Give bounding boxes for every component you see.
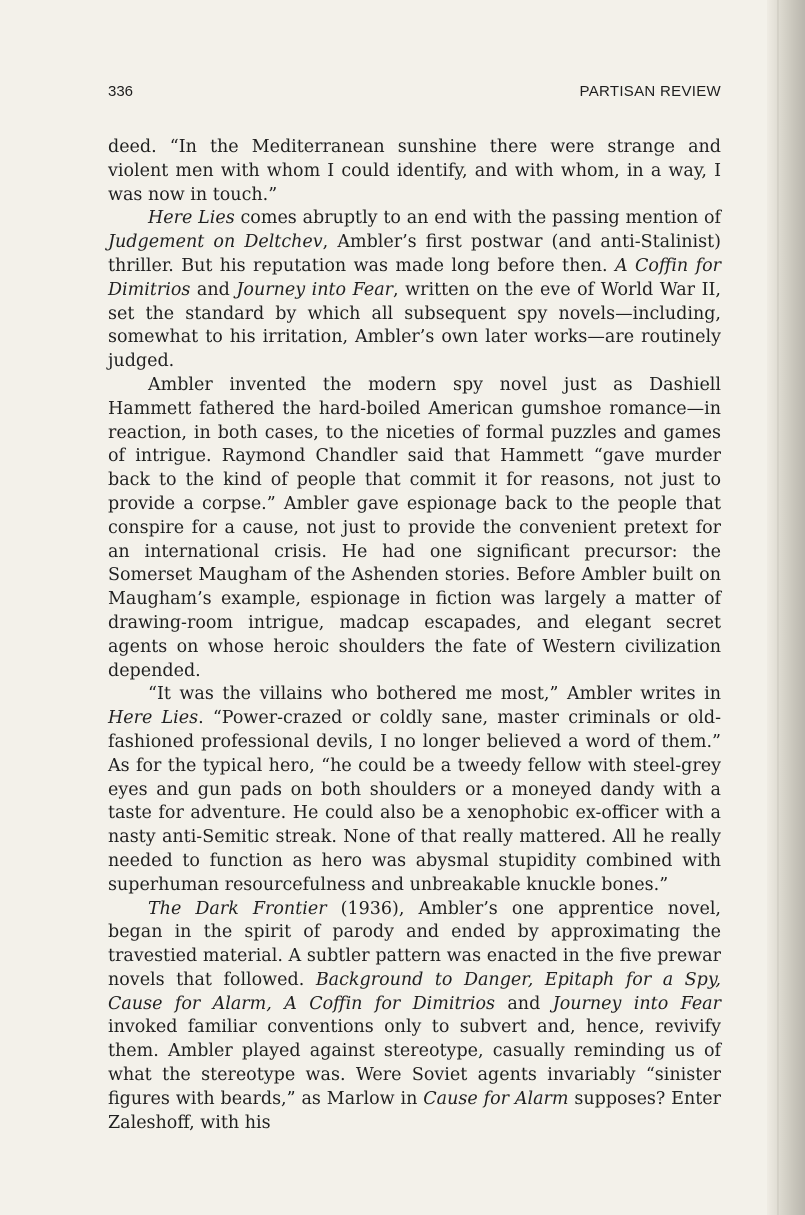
text-run: invoked familiar conventions only to subvert and, hence, revivify them. Ambler played against stereotype, casually reminding us of what the stereotype was. Were Soviet agents invariably “sinister figures with beards,” as Marlow in: [108, 1017, 721, 1109]
text-run: deed. “In the Mediterranean sunshine there were strange and violent men with whom I could identify, and with whom, in a way, I was now in touch.”: [108, 137, 721, 205]
text-run: . “Power-crazed or coldly sane, master criminals or old-fashioned professional devils, I no longer believed a word of them.” As for the typical hero, “he could be a tweedy fellow with steel-grey eyes and gun pads on both shoulders or a moneyed dandy with a taste for adventure. He could also be a xenophobic ex-officer with a nasty anti-Semitic streak. None of that really mattered. All he really needed to function as hero was abysmal stupidity combined with superhuman resourcefulness and unbreakable knuckle bones.”: [108, 708, 721, 895]
italic-title: Here Lies: [148, 208, 235, 229]
page-number: 336: [108, 83, 134, 100]
italic-title: Cause for Alarm: [423, 1088, 569, 1109]
body-text: [108, 136, 721, 1135]
italic-title: Journey into Fear: [236, 279, 394, 300]
paragraph-4: [108, 683, 721, 897]
running-head: PARTISAN REVIEW: [579, 83, 721, 100]
text-run: and: [494, 993, 553, 1014]
paragraph-3: [108, 374, 721, 683]
text-run: “It was the villains who bothered me most,” Ambler writes in: [148, 684, 721, 705]
text-run: supposes? Enter Zaleshoff, with his: [108, 1088, 721, 1133]
italic-title: Judgement on Deltchev: [108, 232, 323, 253]
text-run: (1936), Ambler’s one apprentice novel, began in the spirit of parody and ended by approximating the travestied material. A subtler pattern was enacted in the five prewar novels that followed.: [108, 898, 721, 990]
italic-title: The Dark Frontier: [148, 898, 327, 919]
text-run: , written on the eve of World War II, set the standard by which all subsequent spy novels—including, somewhat to his irritation, Ambler’s own later works—are routinely judged.: [108, 279, 721, 372]
paragraph-5: [108, 898, 721, 1136]
text-run: , Ambler’s first postwar (and anti-Stalinist) thriller. But his reputation was made long before then.: [108, 232, 721, 276]
italic-title: Journey into Fear: [552, 993, 721, 1014]
italic-title: Here Lies: [108, 708, 199, 729]
text-run: comes abruptly to an end with the passing mention of: [234, 208, 721, 229]
italic-title: Background to Danger, Epitaph for a Spy, Cause for Alarm, A Coffin for Dimitrios: [108, 969, 721, 1014]
paragraph-2: [108, 207, 721, 374]
page-edge-line: [777, 0, 779, 1215]
paragraph-1: [108, 136, 721, 207]
page-edge-shadow: [767, 0, 805, 1215]
text-run: Ambler invented the modern spy novel just as Dashiell Hammett fathered the hard-boiled American gumshoe romance—in reaction, in both cases, to the niceties of formal puzzles and games of intrigue. Raymond Chandler said that Hammett “gave murder back to the kind of people that commit it for reasons, not just to provide a corpse.” Ambler gave espionage back to the people that conspire for a cause, not just to provide the convenient pretext for an international crisis. He had one significant precursor: the Somerset Maugham of the Ashenden stories. Before Ambler built on Maugham’s example, espionage in fiction was largely a matter of drawing-room intrigue, madcap escapades, and elegant secret agents on whose heroic shoulders the fate of Western civilization depended.: [108, 374, 721, 681]
italic-title: A Coffin for Dimitrios: [108, 255, 721, 300]
page-header: [108, 83, 721, 107]
text-run: and: [190, 279, 237, 300]
